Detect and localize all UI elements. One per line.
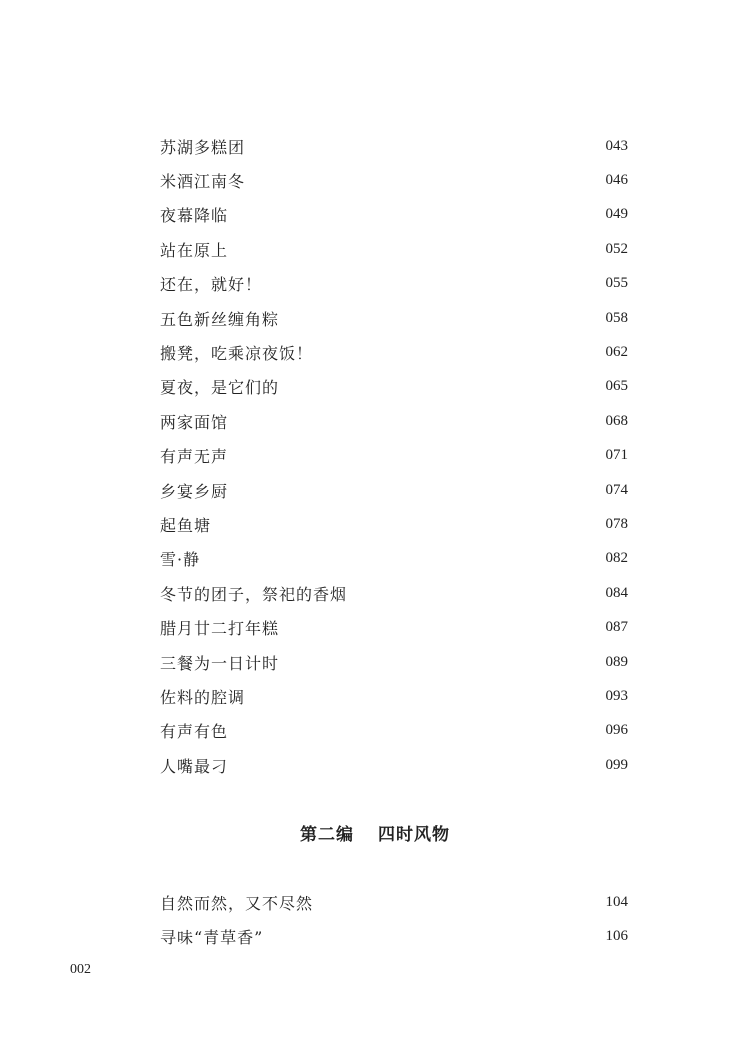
toc-entry (160, 267, 628, 301)
toc-entry-title: 冬节的团子，祭祀的香烟 (160, 584, 348, 604)
toc-entry-page: 062 (605, 344, 628, 361)
toc-entry-page: 058 (605, 309, 628, 326)
toc-entry-title: 还在，就好！ (160, 275, 263, 295)
toc-entry (160, 576, 628, 610)
toc-entry-title: 雪·静 (160, 550, 201, 570)
toc-entry (160, 129, 628, 163)
toc-entry-title: 自然而然，又不尽然 (160, 893, 314, 913)
toc-entry (160, 714, 628, 748)
toc-entry-title: 腊月廿二打年糕 (160, 619, 280, 639)
toc-entry (160, 679, 628, 713)
section-heading (0, 820, 750, 845)
toc-entry (160, 919, 628, 953)
toc-entry-page: 106 (605, 928, 628, 945)
toc-entry-title: 有声有色 (160, 722, 229, 742)
toc-entry-page: 084 (605, 584, 628, 601)
toc-entry-page: 087 (605, 619, 628, 636)
toc-entry-title: 寻味“青草香” (160, 928, 264, 948)
toc-entry-page: 093 (605, 687, 628, 704)
toc-entry-title: 米酒江南冬 (160, 172, 246, 192)
toc-entry-page: 078 (605, 515, 628, 532)
section-part: 第二编 (300, 825, 354, 845)
toc-entry-page: 055 (605, 275, 628, 292)
toc-entry-title: 有声无声 (160, 447, 229, 467)
toc-entry-page: 104 (605, 893, 628, 910)
section-toc-list (160, 885, 628, 954)
toc-entry-title: 两家面馆 (160, 412, 229, 432)
toc-entry-page: 096 (605, 722, 628, 739)
toc-entry (160, 542, 628, 576)
toc-entry (160, 748, 628, 782)
toc-entry-title: 乡宴乡厨 (160, 481, 229, 501)
toc-entry (160, 885, 628, 919)
toc-entry (160, 163, 628, 197)
toc-entry-title: 人嘴最刁 (160, 756, 229, 776)
toc-entry (160, 610, 628, 644)
section-name: 四时风物 (378, 825, 450, 845)
toc-entry-page: 082 (605, 550, 628, 567)
toc-entry-page: 049 (605, 206, 628, 223)
toc-entry-page: 068 (605, 412, 628, 429)
toc-entry (160, 645, 628, 679)
toc-entry (160, 473, 628, 507)
toc-entry-page: 074 (605, 481, 628, 498)
toc-entry-page: 043 (605, 137, 628, 154)
toc-entry-title: 夏夜，是它们的 (160, 378, 280, 398)
toc-entry-page: 099 (605, 756, 628, 773)
toc-entry (160, 439, 628, 473)
toc-entry-page: 046 (605, 172, 628, 189)
page-number: 002 (70, 962, 91, 977)
toc-entry-title: 苏湖多糕团 (160, 137, 246, 157)
toc-entry-page: 065 (605, 378, 628, 395)
toc-entry (160, 404, 628, 438)
toc-entry-page: 089 (605, 653, 628, 670)
toc-entry-page: 071 (605, 447, 628, 464)
toc-entry (160, 507, 628, 541)
toc-entry-title: 五色新丝缠角粽 (160, 309, 280, 329)
toc-entry-title: 起鱼塘 (160, 515, 212, 535)
toc-entry (160, 335, 628, 369)
toc-entry (160, 370, 628, 404)
toc-entry (160, 232, 628, 266)
toc-entry-title: 三餐为一日计时 (160, 653, 280, 673)
toc-list (160, 129, 628, 782)
toc-entry-title: 搬凳，吃乘凉夜饭！ (160, 344, 314, 364)
toc-entry-page: 052 (605, 240, 628, 257)
toc-entry-title: 佐料的腔调 (160, 687, 246, 707)
toc-entry-title: 站在原上 (160, 240, 229, 260)
toc-entry (160, 301, 628, 335)
toc-entry (160, 198, 628, 232)
toc-entry-title: 夜幕降临 (160, 206, 229, 226)
